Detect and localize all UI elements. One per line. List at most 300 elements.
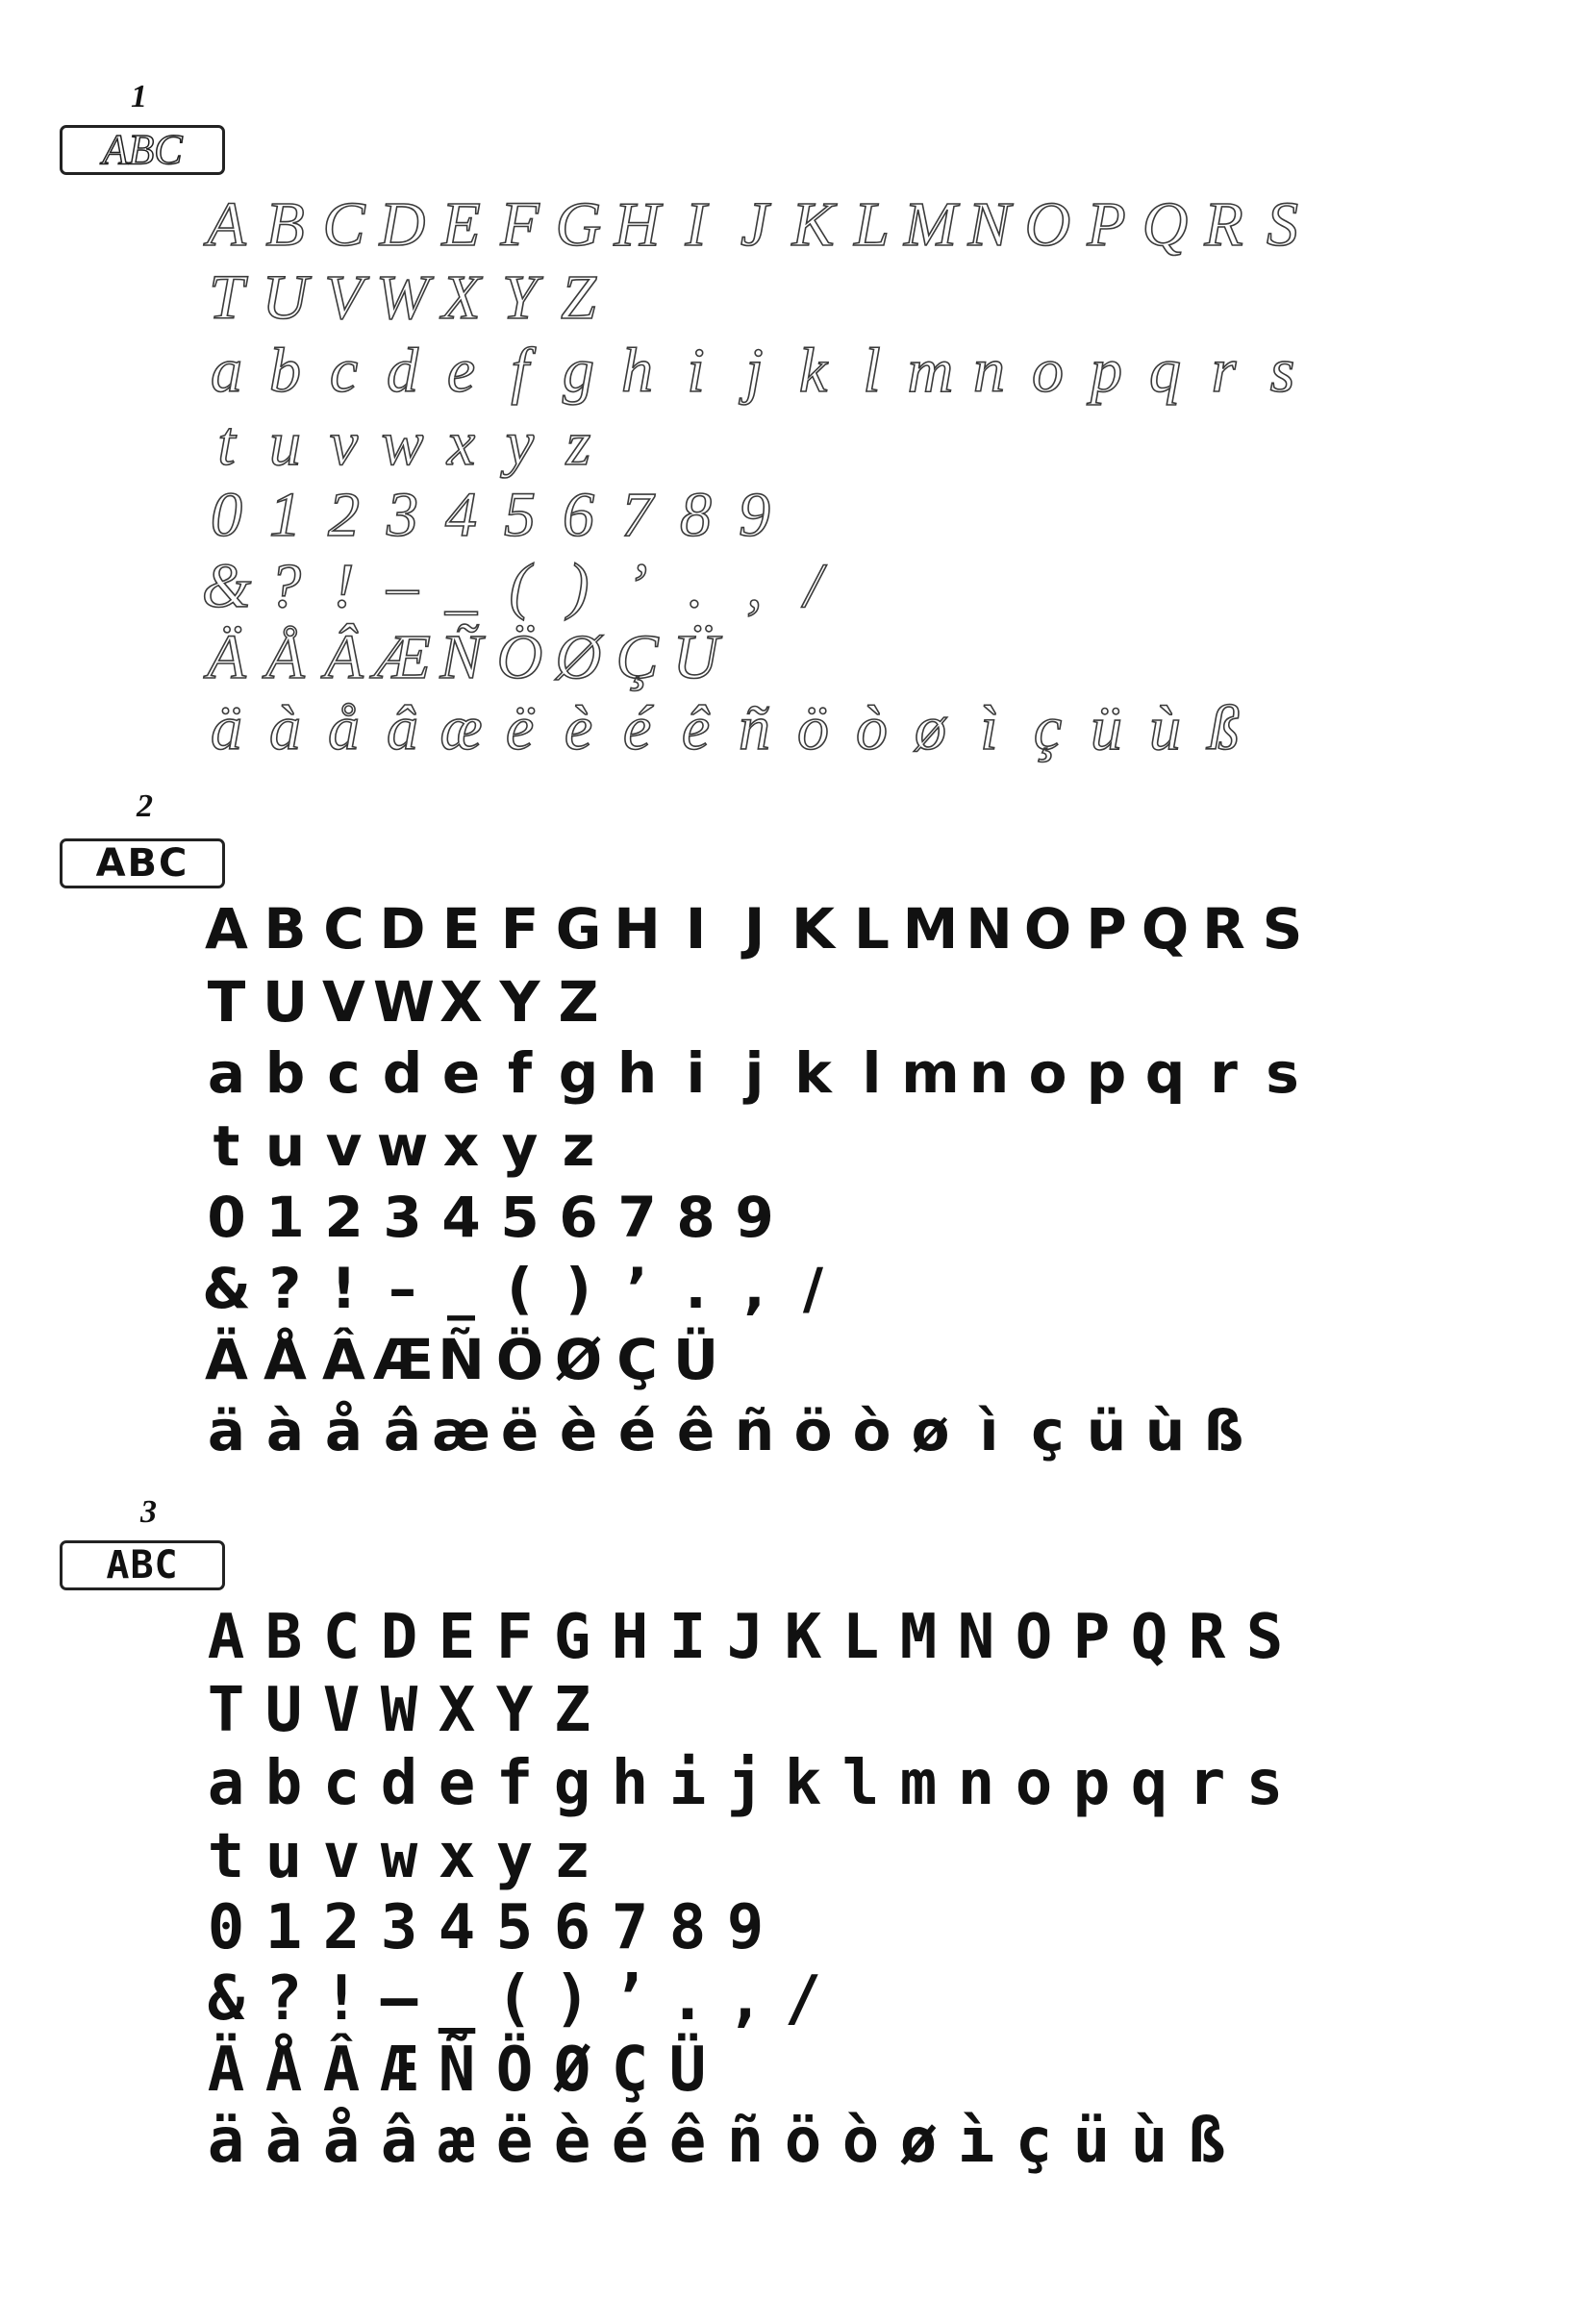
- glyph: x: [438, 1821, 476, 1892]
- glyph: .: [688, 551, 704, 621]
- glyph: Ä: [207, 622, 246, 692]
- glyph: Ç: [615, 622, 659, 692]
- glyph: y: [501, 1113, 539, 1179]
- glyph: U: [264, 1675, 303, 1746]
- glyph: ø: [899, 2106, 938, 2177]
- glyph: M: [904, 189, 957, 260]
- glyph: z: [562, 1113, 595, 1179]
- glyph: .: [685, 1256, 707, 1321]
- glyph: 4: [445, 480, 477, 550]
- glyph: é: [611, 2106, 649, 2177]
- glyph: ò: [856, 693, 888, 763]
- glyph: Å: [264, 1327, 307, 1392]
- glyph: é: [622, 693, 652, 763]
- glyph: E: [441, 189, 481, 260]
- glyph: l: [841, 1748, 880, 1819]
- glyph: w: [380, 1821, 418, 1892]
- glyph: d: [387, 336, 418, 406]
- glyph: e: [446, 336, 476, 406]
- glyph: å: [322, 2106, 361, 2177]
- glyph: ø: [915, 693, 946, 763]
- glyph: m: [901, 1040, 960, 1106]
- glyph: K: [791, 189, 835, 260]
- glyph: Ñ: [438, 1327, 485, 1392]
- glyph: â: [387, 693, 418, 763]
- glyph-row-lowercase-2: [197, 1113, 608, 1185]
- glyph: w: [376, 1113, 429, 1179]
- glyph: u: [264, 1821, 303, 1892]
- glyph: U: [262, 969, 309, 1035]
- glyph: ,: [746, 551, 763, 621]
- glyph: Ñ: [438, 2035, 476, 2106]
- font-style-number: 2: [137, 788, 153, 824]
- glyph: S: [1267, 189, 1298, 260]
- glyph: D: [379, 189, 426, 260]
- glyph: ,: [726, 1963, 765, 2035]
- glyph-row-lowercase-1: [197, 1040, 1312, 1112]
- glyph: p: [1086, 1040, 1127, 1106]
- glyph: é: [617, 1398, 657, 1463]
- glyph: d: [382, 1040, 423, 1106]
- glyph: ä: [207, 2106, 245, 2177]
- glyph: H: [614, 189, 661, 260]
- glyph: Â: [322, 1327, 365, 1392]
- glyph: !: [333, 551, 355, 621]
- glyph: J: [726, 1602, 765, 1673]
- glyph: Ç: [611, 2035, 649, 2106]
- glyph-row-lowercase-2: [197, 1821, 601, 1892]
- glyph: Z: [561, 262, 596, 333]
- glyph: 8: [680, 480, 712, 550]
- glyph: 8: [668, 1892, 707, 1963]
- glyph: A: [207, 189, 246, 260]
- glyph: Q: [1142, 189, 1189, 260]
- glyph: ?: [264, 1963, 303, 2035]
- glyph: Ø: [554, 1327, 603, 1392]
- glyph: 1: [269, 480, 301, 550]
- glyph: Æ: [374, 622, 431, 692]
- glyph: &: [202, 1256, 251, 1321]
- glyph-row-uppercase-1: [197, 896, 1312, 967]
- glyph: ü: [1072, 2106, 1111, 2177]
- glyph: ë: [505, 693, 535, 763]
- glyph: å: [324, 1398, 364, 1463]
- glyph: ß: [1188, 2106, 1226, 2177]
- glyph: æ: [438, 2106, 476, 2177]
- glyph: j: [745, 336, 764, 406]
- glyph: ö: [793, 1398, 833, 1463]
- glyph: Ø: [553, 2035, 591, 2106]
- glyph: s: [1245, 1748, 1284, 1819]
- glyph-row-punctuation: [197, 1963, 832, 2035]
- glyph: F: [500, 896, 540, 962]
- glyph: /: [804, 551, 822, 621]
- font-sample-box: ABC: [60, 1540, 225, 1590]
- glyph: q: [1149, 336, 1181, 406]
- glyph: A: [205, 896, 248, 962]
- glyph: ù: [1149, 693, 1181, 763]
- glyph: 2: [328, 480, 360, 550]
- glyph: Y: [502, 262, 538, 333]
- glyph: s: [1266, 1040, 1299, 1106]
- glyph: o: [1015, 1748, 1053, 1819]
- glyph: ü: [1086, 1398, 1127, 1463]
- glyph: c: [322, 1748, 361, 1819]
- glyph: a: [211, 336, 242, 406]
- glyph: ë: [500, 1398, 540, 1463]
- glyph: 2: [322, 1892, 361, 1963]
- glyph: ë: [495, 2106, 534, 2177]
- glyph: V: [322, 969, 365, 1035]
- glyph: R: [1188, 1602, 1226, 1673]
- glyph: s: [1269, 336, 1295, 406]
- glyph: æ: [439, 693, 483, 763]
- font-style-number: 3: [140, 1494, 157, 1530]
- glyph: Å: [264, 2035, 303, 2106]
- glyph: ò: [841, 2106, 880, 2177]
- glyph: W: [380, 1675, 418, 1746]
- glyph: &: [207, 1963, 245, 2035]
- glyph: U: [262, 262, 309, 333]
- glyph: 9: [735, 1185, 774, 1250]
- glyph: Y: [495, 1675, 534, 1746]
- glyph: g: [558, 1040, 599, 1106]
- glyph: O: [1015, 1602, 1053, 1673]
- glyph: f: [507, 1040, 533, 1106]
- glyph-row-punctuation: [197, 1256, 842, 1327]
- glyph-row-digits: [197, 479, 784, 550]
- glyph: r: [1211, 336, 1237, 406]
- glyph: h: [621, 336, 653, 406]
- glyph: 3: [380, 1892, 418, 1963]
- glyph: 0: [207, 1892, 245, 1963]
- glyph: c: [327, 1040, 361, 1106]
- glyph-row-accented-lower: [197, 1398, 1253, 1469]
- glyph: 9: [726, 1892, 765, 1963]
- glyph: J: [740, 189, 769, 260]
- glyph: I: [668, 1602, 707, 1673]
- glyph: L: [854, 896, 890, 962]
- glyph: W: [373, 969, 435, 1035]
- glyph: h: [611, 1748, 649, 1819]
- glyph: 6: [553, 1892, 591, 1963]
- glyph: X: [438, 1675, 476, 1746]
- glyph: K: [784, 1602, 822, 1673]
- glyph: W: [376, 262, 429, 333]
- glyph: /: [784, 1963, 822, 2035]
- glyph: V: [322, 1675, 361, 1746]
- glyph: _: [445, 551, 477, 621]
- glyph: 8: [676, 1185, 715, 1250]
- glyph: e: [438, 1748, 476, 1819]
- glyph: ñ: [739, 693, 770, 763]
- glyph-row-accented-upper: [197, 2035, 716, 2106]
- glyph: _: [438, 1963, 476, 2035]
- glyph: Ñ: [439, 622, 483, 692]
- glyph: E: [438, 1602, 476, 1673]
- glyph: ì: [957, 2106, 995, 2177]
- glyph: D: [380, 1602, 418, 1673]
- glyph: m: [907, 336, 954, 406]
- glyph: d: [380, 1748, 418, 1819]
- glyph: 2: [324, 1185, 364, 1250]
- glyph: Ü: [672, 1327, 719, 1392]
- glyph: t: [217, 409, 236, 479]
- glyph: Æ: [380, 2035, 418, 2106]
- glyph: e: [441, 1040, 481, 1106]
- glyph: H: [611, 1602, 649, 1673]
- glyph: ’: [611, 1963, 649, 2035]
- glyph: è: [564, 693, 593, 763]
- glyph: b: [264, 1040, 306, 1106]
- glyph: p: [1091, 336, 1122, 406]
- glyph: H: [614, 896, 661, 962]
- glyph: Ø: [555, 622, 602, 692]
- glyph: E: [441, 896, 481, 962]
- glyph-row-uppercase-2: [197, 969, 608, 1040]
- glyph-row-digits: [197, 1892, 774, 1963]
- glyph: O: [1024, 189, 1071, 260]
- glyph: 5: [500, 1185, 540, 1250]
- glyph: X: [441, 262, 481, 333]
- glyph: r: [1188, 1748, 1226, 1819]
- glyph: y: [505, 409, 535, 479]
- glyph: Z: [558, 969, 599, 1035]
- glyph: C: [322, 189, 365, 260]
- glyph: I: [685, 189, 707, 260]
- glyph: –: [380, 1963, 418, 2035]
- glyph: 7: [621, 480, 653, 550]
- glyph: 0: [211, 480, 242, 550]
- font-sample-box: ABC: [60, 838, 225, 888]
- glyph: 3: [383, 1185, 422, 1250]
- glyph: ,: [743, 1256, 765, 1321]
- glyph-row-accented-lower: [197, 2106, 1236, 2177]
- glyph: ’: [626, 1256, 648, 1321]
- glyph: 7: [611, 1892, 649, 1963]
- glyph-row-punctuation: [197, 550, 842, 621]
- glyph-row-accented-upper: [197, 1327, 725, 1398]
- glyph: M: [902, 896, 959, 962]
- glyph: C: [322, 1602, 361, 1673]
- glyph: à: [269, 693, 301, 763]
- glyph: S: [1245, 1602, 1284, 1673]
- glyph: (: [509, 551, 531, 621]
- glyph: Ö: [496, 622, 543, 692]
- glyph: V: [324, 262, 364, 333]
- glyph: Ü: [668, 2035, 707, 2106]
- glyph-row-accented-lower: [197, 692, 1253, 763]
- glyph: ): [567, 551, 590, 621]
- glyph: x: [446, 409, 476, 479]
- glyph: q: [1130, 1748, 1168, 1819]
- glyph-row-lowercase-1: [197, 335, 1312, 406]
- glyph: f: [495, 1748, 534, 1819]
- glyph: N: [966, 896, 1013, 962]
- glyph: ’: [626, 551, 648, 621]
- glyph: K: [791, 896, 835, 962]
- glyph: l: [863, 336, 881, 406]
- glyph: B: [264, 896, 307, 962]
- glyph: g: [553, 1748, 591, 1819]
- glyph: ò: [852, 1398, 891, 1463]
- glyph: Â: [324, 622, 364, 692]
- glyph: è: [559, 1398, 598, 1463]
- glyph: 1: [265, 1185, 305, 1250]
- glyph: Å: [265, 622, 305, 692]
- glyph: ç: [1031, 1398, 1065, 1463]
- glyph: R: [1202, 896, 1245, 962]
- glyph: f: [511, 336, 529, 406]
- glyph: J: [743, 896, 765, 962]
- glyph: ç: [1015, 2106, 1053, 2177]
- glyph-row-uppercase-1: [197, 188, 1312, 260]
- glyph: ä: [207, 1398, 246, 1463]
- glyph: 3: [387, 480, 418, 550]
- glyph: ?: [268, 1256, 302, 1321]
- glyph: T: [207, 1675, 245, 1746]
- glyph: n: [957, 1748, 995, 1819]
- glyph: 5: [504, 480, 536, 550]
- glyph: o: [1028, 1040, 1067, 1106]
- glyph: i: [687, 336, 705, 406]
- glyph: j: [726, 1748, 765, 1819]
- glyph: è: [553, 2106, 591, 2177]
- glyph: Y: [499, 969, 540, 1035]
- glyph: â: [380, 2106, 418, 2177]
- glyph: j: [744, 1040, 765, 1106]
- glyph: u: [264, 1113, 306, 1179]
- glyph: P: [1087, 189, 1126, 260]
- glyph: B: [264, 1602, 303, 1673]
- glyph: n: [973, 336, 1005, 406]
- glyph: I: [685, 896, 707, 962]
- glyph: G: [555, 189, 602, 260]
- glyph: Â: [322, 2035, 361, 2106]
- glyph: y: [495, 1821, 534, 1892]
- glyph: å: [328, 693, 360, 763]
- glyph: ì: [980, 693, 998, 763]
- glyph: v: [329, 409, 359, 479]
- glyph: Ä: [207, 2035, 245, 2106]
- glyph: u: [269, 409, 301, 479]
- glyph: L: [854, 189, 890, 260]
- glyph-row-uppercase-2: [197, 1675, 601, 1746]
- glyph: g: [563, 336, 594, 406]
- glyph: a: [207, 1748, 245, 1819]
- glyph: ç: [1033, 693, 1063, 763]
- glyph: Q: [1130, 1602, 1168, 1673]
- glyph: h: [616, 1040, 658, 1106]
- glyph: ü: [1091, 693, 1122, 763]
- glyph: ù: [1144, 1398, 1186, 1463]
- glyph: Q: [1141, 896, 1190, 962]
- glyph: ñ: [734, 1398, 775, 1463]
- glyph: C: [323, 896, 364, 962]
- glyph: A: [207, 1602, 245, 1673]
- glyph: D: [379, 896, 426, 962]
- glyph: a: [207, 1040, 246, 1106]
- glyph: ê: [681, 693, 711, 763]
- glyph: k: [784, 1748, 822, 1819]
- glyph: 7: [617, 1185, 657, 1250]
- glyph: 1: [264, 1892, 303, 1963]
- glyph: 9: [739, 480, 770, 550]
- glyph: ?: [269, 551, 301, 621]
- glyph: F: [500, 189, 540, 260]
- glyph: X: [439, 969, 483, 1035]
- glyph: q: [1144, 1040, 1186, 1106]
- glyph: ê: [668, 2106, 707, 2177]
- glyph: ñ: [726, 2106, 765, 2177]
- glyph-row-digits: [197, 1185, 784, 1256]
- glyph: p: [1072, 1748, 1111, 1819]
- glyph: Ö: [495, 2035, 534, 2106]
- glyph: r: [1210, 1040, 1238, 1106]
- glyph: N: [957, 1602, 995, 1673]
- glyph: æ: [432, 1398, 490, 1463]
- glyph: (: [495, 1963, 534, 2035]
- glyph: P: [1072, 1602, 1111, 1673]
- glyph: 4: [438, 1892, 476, 1963]
- glyph: !: [331, 1256, 357, 1321]
- glyph: â: [383, 1398, 422, 1463]
- glyph: m: [899, 1748, 938, 1819]
- glyph: ö: [797, 693, 829, 763]
- glyph: F: [495, 1602, 534, 1673]
- glyph-row-lowercase-2: [197, 408, 608, 479]
- glyph: i: [686, 1040, 706, 1106]
- glyph: z: [565, 409, 591, 479]
- glyph: Ö: [495, 1327, 544, 1392]
- glyph: /: [802, 1256, 824, 1321]
- glyph: Æ: [373, 1327, 434, 1392]
- glyph: n: [968, 1040, 1010, 1106]
- glyph-row-lowercase-1: [197, 1748, 1293, 1819]
- glyph-row-accented-upper: [197, 621, 725, 692]
- glyph: ö: [784, 2106, 822, 2177]
- glyph: b: [264, 1748, 303, 1819]
- glyph: G: [555, 896, 602, 962]
- glyph: &: [201, 551, 252, 621]
- glyph: .: [668, 1963, 707, 2035]
- glyph: L: [841, 1602, 880, 1673]
- glyph: i: [668, 1748, 707, 1819]
- glyph: (: [507, 1256, 533, 1321]
- glyph: 4: [441, 1185, 481, 1250]
- font-sample-box: ABC: [60, 125, 225, 175]
- glyph: x: [442, 1113, 480, 1179]
- glyph: k: [794, 1040, 832, 1106]
- glyph: S: [1262, 896, 1303, 962]
- glyph: z: [553, 1821, 591, 1892]
- glyph: –: [387, 551, 418, 621]
- glyph: B: [265, 189, 305, 260]
- font-style-number: 1: [131, 79, 147, 114]
- glyph: T: [209, 262, 244, 333]
- glyph: ê: [676, 1398, 715, 1463]
- glyph: b: [269, 336, 301, 406]
- glyph: Ä: [205, 1327, 248, 1392]
- glyph: O: [1023, 896, 1072, 962]
- glyph: w: [381, 409, 424, 479]
- glyph: Ç: [616, 1327, 658, 1392]
- glyph: ): [553, 1963, 591, 2035]
- glyph: N: [967, 189, 1011, 260]
- glyph: 5: [495, 1892, 534, 1963]
- glyph: Z: [553, 1675, 591, 1746]
- glyph: ø: [911, 1398, 950, 1463]
